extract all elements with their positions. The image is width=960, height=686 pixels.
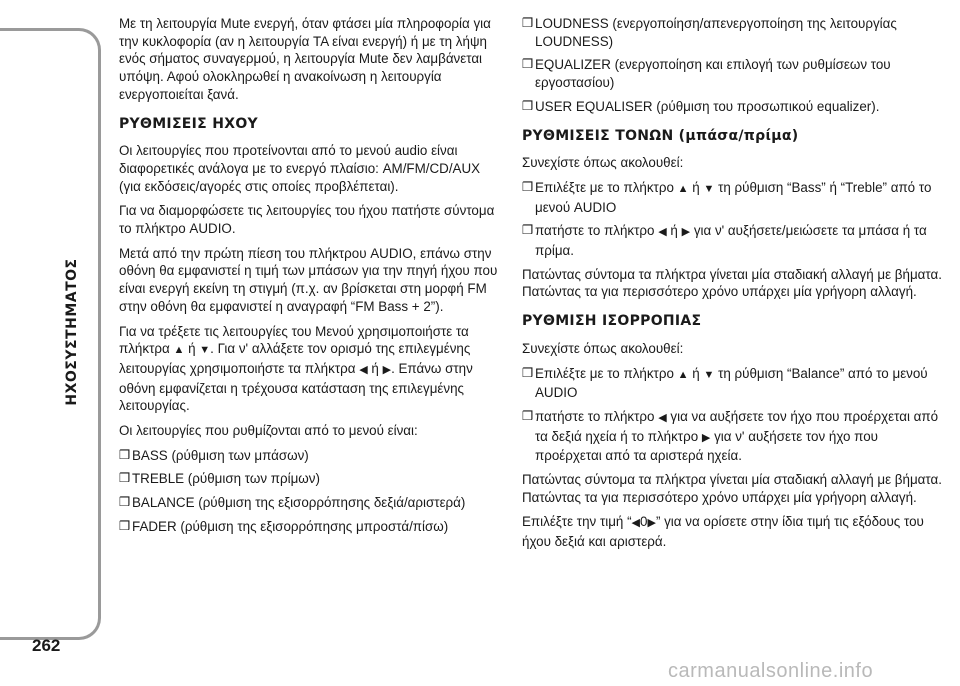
list-item: ❒ πατήστε το πλήκτρο ◀ για να αυξήσετε τον ήχο που προέρχεται από τα δεξιά ηχεία ή το πλήκτρο ▶ για ν' αυξήσετε τον ήχο που προέρχεται από τα αριστερά ηχεία. (522, 408, 939, 464)
paragraph: Οι λειτουργίες που προτείνονται από το μενού audio είναι διαφορετικές ανάλογα με το ενεργό πλαίσιο: AM/FM/CD/AUX (για εκδόσεις/αγορές στις οποίες προβλέπεται). (119, 143, 481, 194)
checkbox-icon: ❒ (119, 447, 131, 462)
paragraph: Πατώντας σύντομα τα πλήκτρα γίνεται μία σταδιακή αλλαγή με βήματα. Πατώντας τα για περισσότερο χρόνο υπάρχει μία γρήγορη αλλαγή. (522, 472, 942, 505)
paragraph: Πατώντας σύντομα τα πλήκτρα γίνεται μία σταδιακή αλλαγή με βήματα. Πατώντας τα για περισσότερο χρόνο υπάρχει μία γρήγορη αλλαγή. (522, 266, 942, 300)
paragraph: Μετά από την πρώτη πίεση του πλήκτρου AUDIO, επάνω στην οθόνη θα εμφανιστεί η τιμή των μπάσων για την πηγή ήχου που είναι ενεργή εκείνη τη στιγμή (π.χ. αν βρίσκεται στη μορφή FM στην οθόνη θα εμφανιστεί η αναγραφή “FM Bass + 2”). (119, 245, 498, 314)
intro-paragraph: Με τη λειτουργία Mute ενεργή, όταν φτάσει μία πληροφορία για την κυκλοφορία (αν η λειτουργία TA είναι ενεργή) ή με τη λήψη ενός σήματος συναγερμού, η λειτουργία Mute δεν λαμβάνεται υπόψη. Αφού ολοκληρωθεί η ανακοίνωση η λειτουργία ενεργοποιείται ξανά. (119, 16, 491, 102)
watermark: carmanualsonline.info (668, 660, 874, 682)
side-tab (0, 28, 101, 640)
right-arrow-icon: ▶ (681, 226, 691, 239)
page-number: 262 (32, 636, 61, 655)
heading-balance-settings: ΡΥΘΜΙΣΗ ΙΣΟΡΡΟΠΙΑΣ (522, 313, 702, 330)
checkbox-icon: ❒ (119, 518, 131, 533)
list-item: ❒ EQUALIZER (ενεργοποίηση και επιλογή των ρυθμίσεων του εργοστασίου) (522, 57, 891, 91)
list-item: ❒ FADER (ρύθμιση της εξισορρόπησης μπροστά/πίσω) (119, 518, 449, 534)
checkbox-icon: ❒ (522, 179, 534, 194)
heading-sound-settings: ΡΥΘΜΙΣΕΙΣ ΗΧΟΥ (119, 115, 258, 132)
right-arrow-icon: ▶ (701, 431, 711, 444)
paragraph: Οι λειτουργίες που ρυθμίζονται από το μενού είναι: (119, 423, 418, 439)
section-tab-label: ΗΧΟΣΥΣΤΗΜΑΤΟΣ (64, 258, 80, 406)
up-arrow-icon: ▲ (677, 182, 689, 195)
paragraph: Για να διαμορφώσετε τις λειτουργίες του ήχου πατήστε σύντομα το πλήκτρο AUDIO. (119, 203, 495, 237)
checkbox-icon: ❒ (522, 98, 534, 113)
left-arrow-icon: ◀ (359, 363, 368, 376)
paragraph: Συνεχίστε όπως ακολουθεί: (522, 155, 684, 171)
list-item: ❒ TREBLE (ρύθμιση των πρίμων) (119, 471, 320, 487)
right-arrow-icon: ▶ (647, 517, 656, 530)
left-arrow-icon: ◀ (658, 411, 667, 424)
checkbox-icon: ❒ (522, 223, 534, 238)
checkbox-icon: ❒ (119, 495, 131, 510)
checkbox-icon: ❒ (522, 408, 534, 423)
up-arrow-icon: ▲ (173, 344, 185, 357)
left-arrow-icon: ◀ (658, 226, 667, 239)
list-item: ❒ BALANCE (ρύθμιση της εξισορρόπησης δεξιά/αριστερά) (119, 495, 466, 511)
list-item: ❒ LOUDNESS (ενεργοποίηση/απενεργοποίηση της λειτουργίας LOUDNESS) (522, 16, 897, 49)
list-item: ❒ πατήστε το πλήκτρο ◀ ή ▶ για ν' αυξήσετε/μειώσετε τα μπάσα ή τα πρίμα. (522, 223, 927, 259)
list-item: ❒ BASS (ρύθμιση των μπάσων) (119, 447, 309, 463)
paragraph-center-value: Επιλέξτε την τιμή “◀0▶” για να ορίσετε στην ίδια τιμή τις εξόδους του ήχου δεξιά και αριστερά. (522, 514, 924, 550)
down-arrow-icon: ▼ (703, 368, 715, 381)
paragraph-menu-keys: Για να τρέξετε τις λειτουργίες του Μενού χρησιμοποιήστε τα πλήκτρα ▲ ή ▼. Για ν' αλλάξετε τον ορισμό της επιλεγμένης λειτουργίας χρησιμοποιήστε τα πλήκτρα ◀ ή ▶. Επάνω στην οθόνη εμφανίζεται η τρέχουσα κατάσταση της επιλεγμένης λειτουργίας. (119, 323, 473, 414)
zero-value: 0 (640, 514, 648, 530)
right-arrow-icon: ▶ (382, 363, 392, 376)
checkbox-icon: ❒ (522, 16, 534, 30)
left-column (119, 15, 499, 542)
heading-tone-settings: ΡΥΘΜΙΣΕΙΣ ΤΟΝΩΝ (μπάσα/πρίμα) (522, 127, 799, 144)
down-arrow-icon: ▼ (703, 182, 715, 195)
up-arrow-icon: ▲ (677, 368, 689, 381)
paragraph: Συνεχίστε όπως ακολουθεί: (522, 340, 684, 356)
list-item: ❒ USER EQUALISER (ρύθμιση του προσωπικού equalizer). (522, 98, 880, 114)
checkbox-icon: ❒ (119, 471, 131, 486)
left-arrow-icon: ◀ (631, 517, 641, 530)
list-item: ❒ Επιλέξτε με το πλήκτρο ▲ ή ▼ τη ρύθμιση “Bass” ή “Treble” από το μενού AUDIO (522, 179, 932, 215)
checkbox-icon: ❒ (522, 57, 534, 72)
checkbox-icon: ❒ (522, 365, 534, 380)
list-item: ❒ Επιλέξτε με το πλήκτρο ▲ ή ▼ τη ρύθμιση “Balance” από το μενού AUDIO (522, 365, 928, 401)
right-column (522, 15, 942, 558)
down-arrow-icon: ▼ (199, 344, 211, 357)
